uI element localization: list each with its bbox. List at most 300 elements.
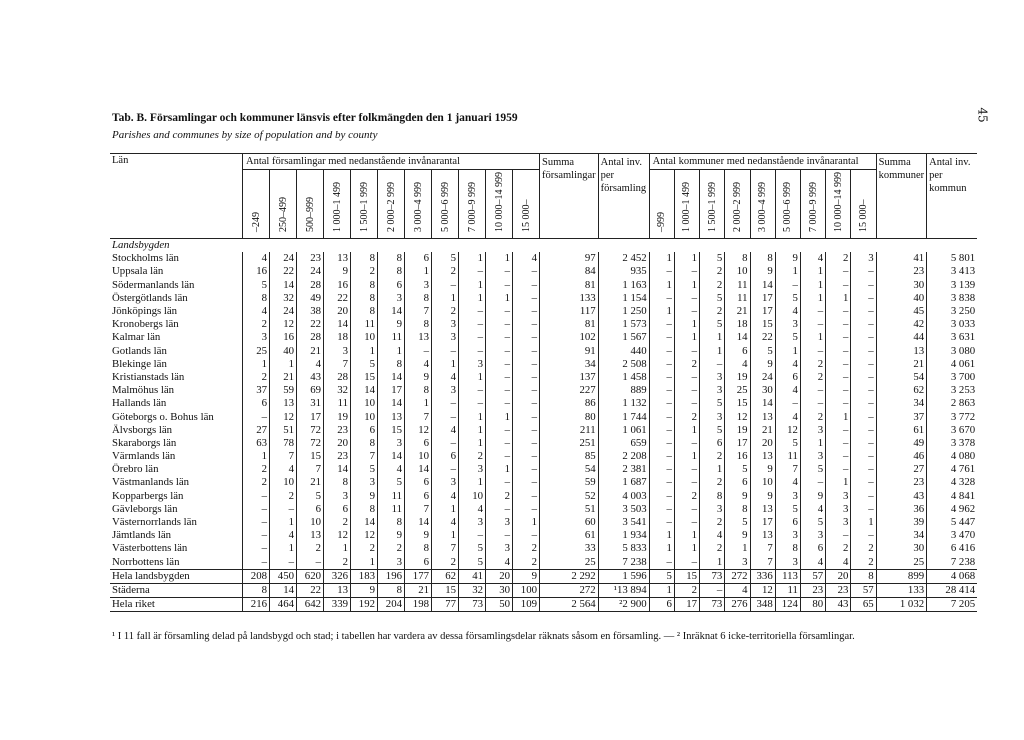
parish-count-cell: – bbox=[486, 331, 513, 344]
parish-count-cell: – bbox=[513, 437, 540, 450]
parish-count-cell: 8 bbox=[405, 384, 432, 397]
parish-count-cell: 3 bbox=[378, 437, 405, 450]
parish-count-cell: 7 bbox=[297, 463, 324, 476]
parish-count-cell: 2 bbox=[324, 516, 351, 529]
row-label: Kalmar län bbox=[112, 331, 161, 344]
parish-count-cell: 8 bbox=[378, 265, 405, 278]
parish-count-cell: 10 bbox=[351, 397, 378, 410]
parish-count-cell: 69 bbox=[297, 384, 324, 397]
parish-count-cell: – bbox=[432, 410, 459, 423]
commune-count-cell: 1 bbox=[826, 292, 851, 305]
parish-count-cell: 2 bbox=[459, 450, 486, 463]
commune-sum-cell: 61 bbox=[876, 424, 926, 437]
parish-count-cell: 3 bbox=[378, 292, 405, 305]
commune-count-cell: 9 bbox=[750, 358, 775, 371]
table-row bbox=[110, 279, 977, 292]
commune-count-cell: – bbox=[800, 305, 825, 318]
parish-count-cell: – bbox=[513, 410, 540, 423]
commune-count-cell: – bbox=[649, 463, 674, 476]
inv-per-commune-cell: 3 470 bbox=[927, 529, 978, 542]
commune-count-cell: – bbox=[674, 463, 699, 476]
parish-count-cell: 16 bbox=[270, 331, 297, 344]
parish-count-cell: – bbox=[270, 556, 297, 570]
parish-count-cell: 21 bbox=[297, 476, 324, 489]
commune-count-cell: 3 bbox=[775, 490, 800, 503]
commune-sum-cell: 49 bbox=[876, 437, 926, 450]
parish-count-cell: 3 bbox=[405, 279, 432, 292]
parish-count-cell: 14 bbox=[378, 450, 405, 463]
parish-count-cell: 10 bbox=[459, 490, 486, 503]
parish-count-cell: 21 bbox=[297, 345, 324, 358]
commune-count-cell: – bbox=[674, 265, 699, 278]
row-label: Malmöhus län bbox=[112, 384, 175, 397]
parish-count-cell: 8 bbox=[405, 542, 432, 555]
inv-per-commune-cell: 3 670 bbox=[927, 424, 978, 437]
inv-per-commune-cell: 4 328 bbox=[927, 476, 978, 489]
parish-sum-cell: 227 bbox=[540, 384, 599, 397]
parish-count-cell: – bbox=[486, 450, 513, 463]
commune-count-cell: 1 bbox=[700, 345, 725, 358]
parish-count-cell: 49 bbox=[297, 292, 324, 305]
commune-count-cell: 22 bbox=[750, 331, 775, 344]
commune-count-cell: 2 bbox=[674, 490, 699, 503]
parish-count-cell: 14 bbox=[324, 463, 351, 476]
header-parish-size: 10 000–14 999 bbox=[493, 172, 505, 232]
parish-count-cell: 5 bbox=[243, 279, 270, 292]
commune-count-cell: 2 bbox=[800, 358, 825, 371]
parish-count-cell: 3 bbox=[486, 516, 513, 529]
parish-sum-cell: 61 bbox=[540, 529, 599, 542]
commune-count-cell: – bbox=[649, 437, 674, 450]
parish-count-cell: – bbox=[513, 292, 540, 305]
inv-per-parish-cell: 1 061 bbox=[598, 424, 649, 437]
inv-per-commune-cell: 4 962 bbox=[927, 503, 978, 516]
parish-count-cell: 15 bbox=[351, 371, 378, 384]
commune-count-cell: – bbox=[851, 305, 876, 318]
parish-count-cell: 7 bbox=[324, 358, 351, 371]
parish-count-cell: 12 bbox=[405, 424, 432, 437]
parish-count-cell: 8 bbox=[243, 583, 270, 597]
commune-count-cell: 4 bbox=[725, 583, 750, 597]
header-parish-size: –249 bbox=[250, 212, 262, 232]
parish-count-cell: 4 bbox=[459, 503, 486, 516]
parish-count-cell: 2 bbox=[351, 265, 378, 278]
commune-count-cell: – bbox=[649, 503, 674, 516]
parish-count-cell: 32 bbox=[270, 292, 297, 305]
commune-count-cell: 73 bbox=[700, 569, 725, 583]
commune-count-cell: 3 bbox=[775, 529, 800, 542]
commune-count-cell: 1 bbox=[649, 542, 674, 555]
parish-count-cell: 11 bbox=[378, 503, 405, 516]
commune-count-cell: 4 bbox=[775, 358, 800, 371]
parish-count-cell: 1 bbox=[459, 424, 486, 437]
commune-count-cell: 17 bbox=[674, 598, 699, 612]
parish-count-cell: 32 bbox=[459, 583, 486, 597]
parish-count-cell: 77 bbox=[432, 598, 459, 612]
commune-count-cell: – bbox=[851, 503, 876, 516]
parish-count-cell: 1 bbox=[486, 463, 513, 476]
inv-per-commune-cell: 3 631 bbox=[927, 331, 978, 344]
parish-count-cell: – bbox=[513, 318, 540, 331]
commune-count-cell: – bbox=[826, 437, 851, 450]
parish-count-cell: 8 bbox=[351, 292, 378, 305]
parish-count-cell: 23 bbox=[297, 252, 324, 265]
commune-count-cell: 8 bbox=[851, 569, 876, 583]
parish-count-cell: 2 bbox=[243, 463, 270, 476]
row-label: Norrbottens län bbox=[112, 555, 180, 568]
parish-sum-cell: 86 bbox=[540, 397, 599, 410]
parish-count-cell: 1 bbox=[459, 292, 486, 305]
header-parish-size: 2 000–2 999 bbox=[385, 182, 397, 232]
inv-per-parish-cell: ¹13 894 bbox=[598, 583, 649, 597]
inv-per-commune-cell: 3 139 bbox=[927, 279, 978, 292]
inv-per-parish-cell: 2 381 bbox=[598, 463, 649, 476]
parish-count-cell: 4 bbox=[432, 516, 459, 529]
commune-count-cell: – bbox=[826, 371, 851, 384]
commune-count-cell: 2 bbox=[800, 410, 825, 423]
table-row bbox=[110, 318, 977, 331]
commune-count-cell: 348 bbox=[750, 598, 775, 612]
commune-count-cell: 124 bbox=[775, 598, 800, 612]
parish-count-cell: – bbox=[486, 345, 513, 358]
commune-count-cell: 73 bbox=[700, 598, 725, 612]
table-row bbox=[110, 345, 977, 358]
commune-count-cell: – bbox=[800, 384, 825, 397]
parish-count-cell: 5 bbox=[351, 463, 378, 476]
commune-count-cell: 113 bbox=[775, 569, 800, 583]
parish-count-cell: 10 bbox=[351, 331, 378, 344]
parish-count-cell: – bbox=[513, 463, 540, 476]
parish-count-cell: 198 bbox=[405, 598, 432, 612]
parish-count-cell: – bbox=[513, 358, 540, 371]
parish-count-cell: 37 bbox=[243, 384, 270, 397]
commune-count-cell: 6 bbox=[725, 476, 750, 489]
parish-count-cell: 1 bbox=[270, 516, 297, 529]
parish-count-cell: 1 bbox=[513, 516, 540, 529]
commune-count-cell: 8 bbox=[750, 252, 775, 265]
commune-sum-cell: 37 bbox=[876, 410, 926, 423]
commune-count-cell: 5 bbox=[775, 503, 800, 516]
commune-count-cell: 1 bbox=[700, 331, 725, 344]
commune-count-cell: – bbox=[674, 397, 699, 410]
commune-count-cell: 9 bbox=[775, 252, 800, 265]
commune-count-cell: 3 bbox=[775, 556, 800, 570]
commune-count-cell: – bbox=[826, 265, 851, 278]
commune-count-cell: 5 bbox=[649, 569, 674, 583]
parish-count-cell: 1 bbox=[486, 252, 513, 265]
parish-count-cell: 9 bbox=[405, 529, 432, 542]
parish-count-cell: 10 bbox=[351, 410, 378, 423]
commune-count-cell: 57 bbox=[800, 569, 825, 583]
parish-sum-cell: 211 bbox=[540, 424, 599, 437]
parish-count-cell: 14 bbox=[351, 384, 378, 397]
commune-count-cell: 1 bbox=[775, 265, 800, 278]
commune-count-cell: 1 bbox=[674, 252, 699, 265]
parish-count-cell: 12 bbox=[351, 529, 378, 542]
parish-count-cell: 1 bbox=[243, 358, 270, 371]
inv-per-parish-cell: 3 503 bbox=[598, 503, 649, 516]
commune-count-cell: – bbox=[674, 503, 699, 516]
commune-count-cell: 23 bbox=[800, 583, 825, 597]
parish-count-cell: 9 bbox=[378, 318, 405, 331]
parish-sum-cell: 97 bbox=[540, 252, 599, 265]
parish-count-cell: 192 bbox=[351, 598, 378, 612]
parish-count-cell: 1 bbox=[432, 358, 459, 371]
parish-count-cell: 1 bbox=[270, 542, 297, 555]
commune-count-cell: 6 bbox=[775, 516, 800, 529]
parish-count-cell: 14 bbox=[378, 397, 405, 410]
parish-count-cell: – bbox=[432, 397, 459, 410]
commune-count-cell: 1 bbox=[826, 476, 851, 489]
commune-count-cell: – bbox=[826, 331, 851, 344]
parish-count-cell: 339 bbox=[324, 598, 351, 612]
commune-count-cell: 1 bbox=[649, 305, 674, 318]
parish-count-cell: – bbox=[486, 371, 513, 384]
inv-per-parish-cell: 2 452 bbox=[598, 252, 649, 265]
parish-count-cell: 2 bbox=[243, 371, 270, 384]
parish-count-cell: 9 bbox=[324, 265, 351, 278]
inv-per-parish-cell: 3 541 bbox=[598, 516, 649, 529]
commune-count-cell: 1 bbox=[800, 265, 825, 278]
table-row bbox=[110, 397, 977, 410]
parish-count-cell: 5 bbox=[297, 490, 324, 503]
parish-count-cell: 8 bbox=[378, 252, 405, 265]
commune-count-cell: 2 bbox=[700, 265, 725, 278]
parish-count-cell: 1 bbox=[486, 292, 513, 305]
inv-per-commune-cell: 28 414 bbox=[927, 583, 978, 597]
inv-per-commune-cell: 6 416 bbox=[927, 542, 978, 555]
commune-count-cell: 5 bbox=[800, 463, 825, 476]
commune-count-cell: 2 bbox=[826, 252, 851, 265]
commune-count-cell: 1 bbox=[800, 331, 825, 344]
commune-count-cell: – bbox=[674, 371, 699, 384]
commune-count-cell: – bbox=[649, 516, 674, 529]
parish-count-cell: – bbox=[513, 529, 540, 542]
parish-count-cell: 8 bbox=[351, 503, 378, 516]
commune-count-cell: – bbox=[826, 424, 851, 437]
commune-count-cell: 6 bbox=[725, 345, 750, 358]
inv-per-parish-cell: 7 238 bbox=[598, 556, 649, 570]
parish-count-cell: – bbox=[432, 463, 459, 476]
row-label: Örebro län bbox=[112, 463, 159, 476]
parish-count-cell: – bbox=[513, 331, 540, 344]
parish-count-cell: – bbox=[513, 279, 540, 292]
parish-count-cell: – bbox=[270, 503, 297, 516]
commune-count-cell: 1 bbox=[649, 529, 674, 542]
commune-count-cell: 3 bbox=[800, 450, 825, 463]
parish-count-cell: 6 bbox=[378, 279, 405, 292]
parish-count-cell: 7 bbox=[405, 305, 432, 318]
parish-count-cell: – bbox=[486, 529, 513, 542]
commune-count-cell: – bbox=[800, 318, 825, 331]
commune-count-cell: 4 bbox=[800, 556, 825, 570]
commune-count-cell: 1 bbox=[700, 463, 725, 476]
inv-per-parish-cell: 1 567 bbox=[598, 331, 649, 344]
inv-per-commune-cell: 3 413 bbox=[927, 265, 978, 278]
parish-count-cell: 6 bbox=[405, 437, 432, 450]
table-row bbox=[110, 463, 977, 476]
parish-count-cell: 15 bbox=[378, 424, 405, 437]
parish-count-cell: 6 bbox=[351, 424, 378, 437]
commune-count-cell: 5 bbox=[775, 437, 800, 450]
commune-count-cell: – bbox=[649, 424, 674, 437]
parish-count-cell: 2 bbox=[513, 542, 540, 555]
parish-count-cell: – bbox=[459, 318, 486, 331]
commune-count-cell: 30 bbox=[750, 384, 775, 397]
parish-count-cell: 20 bbox=[486, 569, 513, 583]
header-antal-forsamlingar: Antal församlingar med nedanstående invånarantal bbox=[246, 156, 460, 167]
commune-count-cell: 3 bbox=[826, 503, 851, 516]
commune-sum-cell: 25 bbox=[876, 556, 926, 570]
commune-count-cell: 2 bbox=[851, 556, 876, 570]
commune-count-cell: – bbox=[851, 424, 876, 437]
parish-count-cell: 1 bbox=[324, 542, 351, 555]
commune-count-cell: 17 bbox=[750, 516, 775, 529]
parish-count-cell: 14 bbox=[405, 463, 432, 476]
inv-per-parish-cell: 1 934 bbox=[598, 529, 649, 542]
parish-count-cell: 1 bbox=[432, 529, 459, 542]
inv-per-commune-cell: 4 080 bbox=[927, 450, 978, 463]
parish-count-cell: 30 bbox=[486, 583, 513, 597]
table-row bbox=[110, 569, 977, 583]
parish-count-cell: 62 bbox=[432, 569, 459, 583]
parish-count-cell: 10 bbox=[270, 476, 297, 489]
parish-count-cell: 11 bbox=[378, 331, 405, 344]
inv-per-parish-cell: 1 744 bbox=[598, 410, 649, 423]
commune-count-cell: 3 bbox=[700, 503, 725, 516]
commune-sum-cell: 44 bbox=[876, 331, 926, 344]
commune-count-cell: 4 bbox=[725, 358, 750, 371]
commune-count-cell: – bbox=[649, 384, 674, 397]
commune-count-cell: 3 bbox=[826, 490, 851, 503]
parish-count-cell: – bbox=[486, 397, 513, 410]
commune-count-cell: 80 bbox=[800, 598, 825, 612]
commune-count-cell: 5 bbox=[775, 292, 800, 305]
header-summa-forsamlingar: Summa församlingar bbox=[540, 154, 599, 239]
parish-count-cell: – bbox=[486, 503, 513, 516]
commune-count-cell: 4 bbox=[775, 476, 800, 489]
row-label: Kronobergs län bbox=[112, 318, 179, 331]
inv-per-commune-cell: 3 253 bbox=[927, 384, 978, 397]
row-label: Värmlands län bbox=[112, 450, 176, 463]
inv-per-commune-cell: 2 863 bbox=[927, 397, 978, 410]
inv-per-parish-cell: 889 bbox=[598, 384, 649, 397]
commune-count-cell: 5 bbox=[700, 424, 725, 437]
parish-count-cell: 6 bbox=[243, 397, 270, 410]
parish-count-cell: – bbox=[432, 345, 459, 358]
parish-count-cell: 21 bbox=[405, 583, 432, 597]
parish-count-cell: 5 bbox=[351, 358, 378, 371]
table-row bbox=[110, 583, 977, 597]
parish-count-cell: 13 bbox=[297, 529, 324, 542]
parish-count-cell: 1 bbox=[432, 292, 459, 305]
header-parish-size: 3 000–4 999 bbox=[412, 182, 424, 232]
commune-count-cell: 1 bbox=[674, 318, 699, 331]
table-row bbox=[110, 516, 977, 529]
commune-count-cell: – bbox=[851, 279, 876, 292]
parish-sum-cell: 272 bbox=[540, 583, 599, 597]
commune-sum-cell: 45 bbox=[876, 305, 926, 318]
parish-count-cell: – bbox=[486, 279, 513, 292]
commune-count-cell: – bbox=[851, 292, 876, 305]
commune-count-cell: – bbox=[674, 437, 699, 450]
table-row bbox=[110, 556, 977, 570]
parish-count-cell: 8 bbox=[405, 292, 432, 305]
parish-count-cell: – bbox=[459, 529, 486, 542]
header-commune-group bbox=[649, 154, 876, 239]
commune-count-cell: 17 bbox=[725, 437, 750, 450]
footnote: ¹ I 11 fall är församling delad på landsbygd och stad; i tabellen har vardera av dessa församlingsdelar räknats såsom en församling. — ² Inräknat 6 icke-territoriella församlingar. bbox=[112, 631, 855, 642]
row-label: Hallands län bbox=[112, 397, 167, 410]
parish-count-cell: 5 bbox=[459, 542, 486, 555]
table-subtitle: Parishes and communes by size of population and by county bbox=[112, 129, 378, 141]
table-row bbox=[110, 490, 977, 503]
commune-count-cell: – bbox=[826, 305, 851, 318]
parish-count-cell: 1 bbox=[405, 265, 432, 278]
parish-count-cell: 2 bbox=[378, 542, 405, 555]
commune-count-cell: 9 bbox=[725, 490, 750, 503]
parish-count-cell: – bbox=[513, 397, 540, 410]
table-row bbox=[110, 450, 977, 463]
header-summa-kommuner: Summa kommuner bbox=[876, 154, 926, 239]
commune-count-cell: 1 bbox=[674, 542, 699, 555]
table-row bbox=[110, 542, 977, 555]
commune-sum-cell: 30 bbox=[876, 279, 926, 292]
parish-count-cell: 109 bbox=[513, 598, 540, 612]
commune-sum-cell: 30 bbox=[876, 542, 926, 555]
commune-count-cell: 5 bbox=[750, 345, 775, 358]
parish-count-cell: 1 bbox=[432, 503, 459, 516]
parish-count-cell: 6 bbox=[297, 503, 324, 516]
commune-sum-cell: 23 bbox=[876, 476, 926, 489]
commune-count-cell: 18 bbox=[725, 318, 750, 331]
table-row bbox=[110, 424, 977, 437]
parish-count-cell: 6 bbox=[405, 476, 432, 489]
parish-sum-cell: 51 bbox=[540, 503, 599, 516]
inv-per-parish-cell: 2 508 bbox=[598, 358, 649, 371]
parish-count-cell: 4 bbox=[486, 556, 513, 570]
table-row bbox=[110, 265, 977, 278]
parish-count-cell: 6 bbox=[432, 450, 459, 463]
parish-count-cell: 4 bbox=[405, 358, 432, 371]
commune-count-cell: 65 bbox=[851, 598, 876, 612]
parish-count-cell: 100 bbox=[513, 583, 540, 597]
row-label: Västerbottens län bbox=[112, 542, 188, 555]
commune-count-cell: 43 bbox=[826, 598, 851, 612]
parish-count-cell: 4 bbox=[270, 463, 297, 476]
parish-count-cell: 1 bbox=[486, 410, 513, 423]
commune-count-cell: 5 bbox=[725, 516, 750, 529]
parish-count-cell: 8 bbox=[243, 292, 270, 305]
parish-count-cell: 6 bbox=[324, 503, 351, 516]
parish-count-cell: 13 bbox=[378, 410, 405, 423]
inv-per-parish-cell: 2 208 bbox=[598, 450, 649, 463]
inv-per-parish-cell: 1 596 bbox=[598, 569, 649, 583]
parish-sum-cell: 25 bbox=[540, 556, 599, 570]
parish-count-cell: – bbox=[243, 490, 270, 503]
commune-count-cell: – bbox=[826, 397, 851, 410]
row-label: Västmanlands län bbox=[112, 476, 190, 489]
commune-count-cell: 3 bbox=[700, 384, 725, 397]
parish-count-cell: 2 bbox=[486, 490, 513, 503]
commune-sum-cell: 41 bbox=[876, 252, 926, 265]
commune-count-cell: – bbox=[674, 292, 699, 305]
commune-sum-cell: 42 bbox=[876, 318, 926, 331]
parish-count-cell: 24 bbox=[270, 305, 297, 318]
inv-per-parish-cell: 659 bbox=[598, 437, 649, 450]
commune-count-cell: – bbox=[851, 318, 876, 331]
parish-count-cell: 3 bbox=[324, 345, 351, 358]
